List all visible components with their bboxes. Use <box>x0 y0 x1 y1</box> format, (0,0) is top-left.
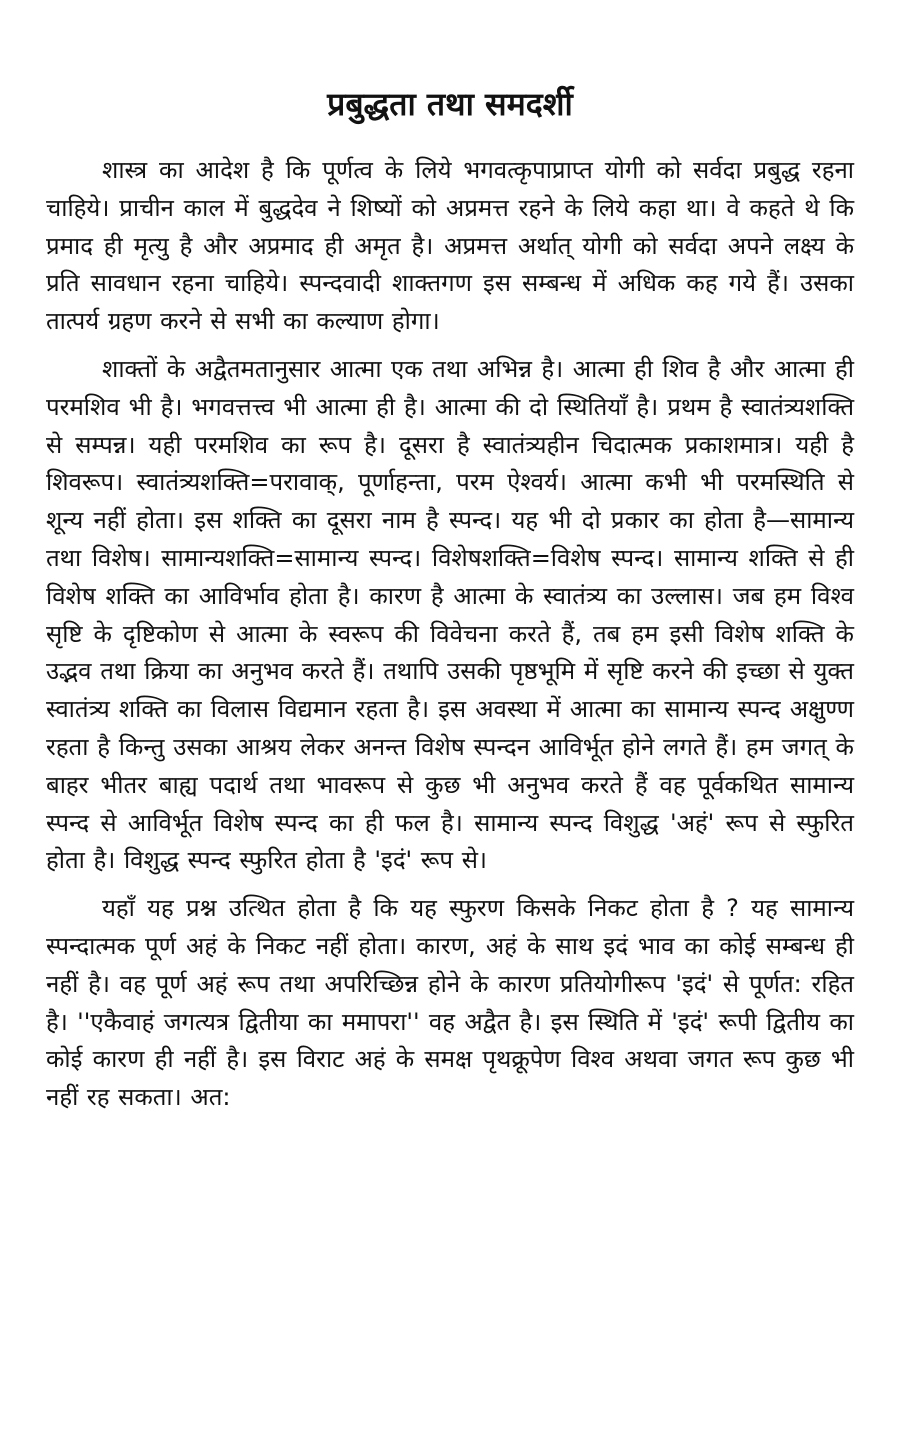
paragraph: शाक्तों के अद्वैतमतानुसार आत्मा एक तथा अभिन्न है। आत्मा ही शिव है और आत्मा ही परमशिव भी है। भगवत्तत्त्व भी आत्मा ही है। आत्मा की दो स्थितियाँ है। प्रथम है स्वातंत्र्यशक्ति से सम्पन्न। यही परमशिव का रूप है। दूसरा है स्वातंत्र्यहीन चिदात्मक प्रकाशमात्र। यही है शिवरूप। स्वातंत्र्यशक्ति=परावाक्, पूर्णाहन्ता, परम ऐश्वर्य। आत्मा कभी भी परमस्थिति से शून्य नहीं होता। इस शक्ति का दूसरा नाम है स्पन्द। यह भी दो प्रकार का होता है—सामान्य तथा विशेष। सामान्यशक्ति=सामान्य स्पन्द। विशेषशक्ति=विशेष स्पन्द। सामान्य शक्ति से ही विशेष शक्ति का आविर्भाव होता है। कारण है आत्मा के स्वातंत्र्य का उल्लास। जब हम विश्व सृष्टि के दृष्टिकोण से आत्मा के स्वरूप की विवेचना करते हैं, तब हम इसी विशेष शक्ति के उद्भव तथा क्रिया का अनुभव करते हैं। तथापि उसकी पृष्ठभूमि में सृष्टि करने की इच्छा से युक्त स्वातंत्र्य शक्ति का विलास विद्यमान रहता है। इस अवस्था में आत्मा का सामान्य स्पन्द अक्षुण्ण रहता है किन्तु उसका आश्रय लेकर अनन्त विशेष स्पन्दन आविर्भूत होने लगते हैं। हम जगत् के बाहर भीतर बाह्य पदार्थ तथा भावरूप से कुछ भी अनुभव करते हैं वह पूर्वकथित सामान्य स्पन्द से आविर्भूत विशेष स्पन्द का ही फल है। सामान्य स्पन्द विशुद्ध 'अहं' रूप से स्फुरित होता है। विशुद्ध स्पन्द स्फुरित होता है 'इदं' रूप से। <box>46 354 854 875</box>
paragraph: यहाँ यह प्रश्न उत्थित होता है कि यह स्फुरण किसके निकट होता है ? यह सामान्य स्पन्दात्मक पूर्ण अहं के निकट नहीं होता। कारण, अहं के साथ इदं भाव का कोई सम्बन्ध ही नहीं है। वह पूर्ण अहं रूप तथा अपरिच्छिन्न होने के कारण प्रतियोगीरूप 'इदं' से पूर्णत: रहित है। ''एकैवाहं जगत्यत्र द्वितीया का ममापरा'' वह अद्वैत है। इस स्थिति में 'इदं' रूपी द्वितीय का कोई कारण ही नहीं है। इस विराट अहं के समक्ष पृथक्रूपेण विश्व अथवा जगत रूप कुछ भी नहीं रह सकता। अत: <box>46 894 854 1112</box>
paragraph: शास्त्र का आदेश है कि पूर्णत्व के लिये भगवत्कृपाप्राप्त योगी को सर्वदा प्रबुद्ध रहना चाहिये। प्राचीन काल में बुद्धदेव ने शिष्यों को अप्रमत्त रहने के लिये कहा था। वे कहते थे कि प्रमाद ही मृत्यु है और अप्रमाद ही अमृत है। अप्रमत्त अर्थात् योगी को सर्वदा अपने लक्ष्य के प्रति सावधान रहना चाहिये। स्पन्दवादी शाक्तगण इस सम्बन्ध में अधिक कह गये हैं। उसका तात्पर्य ग्रहण करने से सभी का कल्याण होगा। <box>46 156 854 336</box>
page-title: प्रबुद्धता तथा समदर्शी <box>327 85 573 123</box>
document-page <box>46 70 854 1127</box>
